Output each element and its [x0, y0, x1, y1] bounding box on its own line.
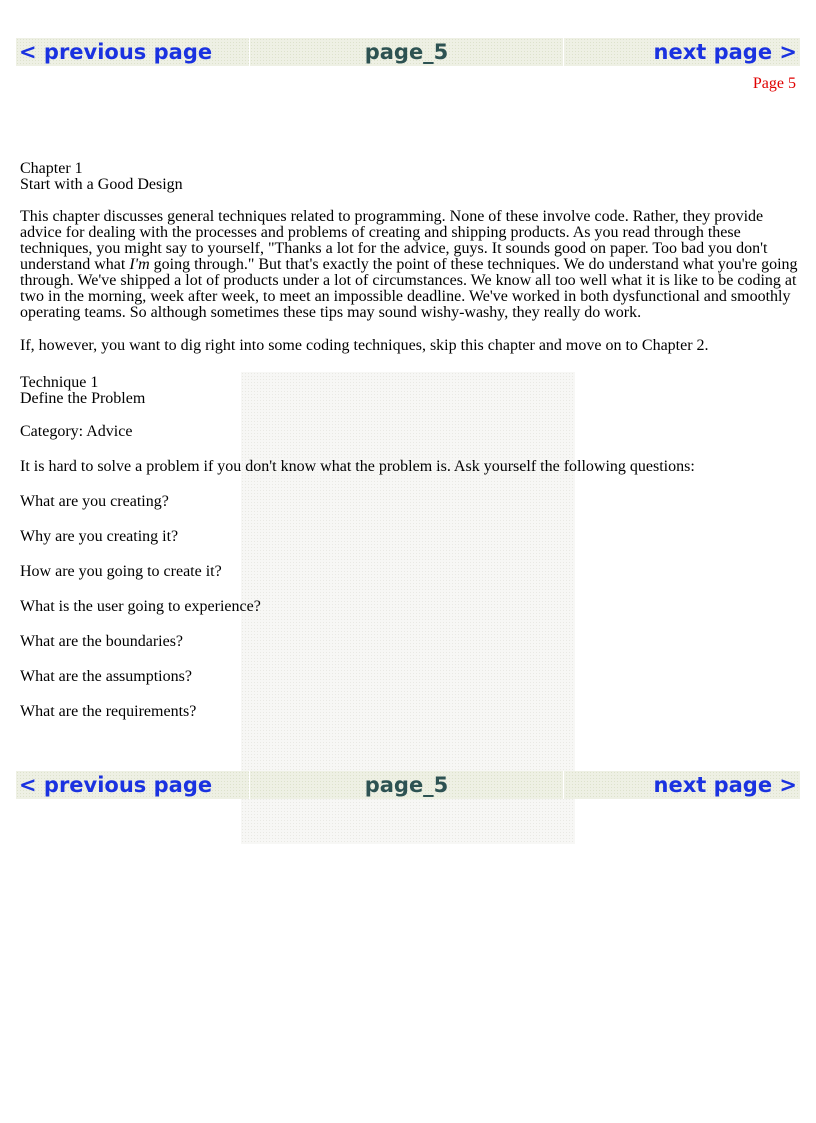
top-prev-cell: [16, 38, 250, 66]
bottom-page-id-cell: [250, 771, 564, 799]
next-page-link[interactable]: next page >: [653, 773, 797, 797]
chapter-title: Start with a Good Design: [20, 176, 183, 193]
skip-paragraph: If, however, you want to dig right into some coding techniques, skip this chapter and move on to Chapter 2.: [20, 337, 709, 354]
question-item: How are you going to create it?: [20, 563, 222, 580]
bottom-next-cell: [564, 771, 800, 799]
question-item: What are the requirements?: [20, 703, 197, 720]
question-item: What are you creating?: [20, 493, 169, 510]
intro-text-start: This chapter discusses general techniques related to programming. None of these involve code. Rather, they provide advice for dealing with the processes and problems of creating and shipping products. As you read through these techniques, you might say to yourself, "Thanks a lot for the advice, guys. It sounds good on paper. Too bad you don't understand what: [20, 208, 768, 273]
technique-number: Technique 1: [20, 374, 99, 391]
next-page-link[interactable]: next page >: [653, 40, 797, 64]
intro-paragraph: [20, 209, 802, 321]
top-page-id-cell: [250, 38, 564, 66]
chapter-heading: [20, 161, 802, 193]
question-item: What are the assumptions?: [20, 668, 192, 685]
technique-heading: [20, 375, 802, 407]
page-content: [20, 161, 802, 739]
technique-category: Category: Advice: [20, 423, 133, 440]
technique-title: Define the Problem: [20, 390, 146, 407]
top-next-cell: [564, 38, 800, 66]
technique-lead: It is hard to solve a problem if you don't know what the problem is. Ask yourself the following questions:: [20, 458, 695, 475]
top-navigation-bar: [16, 38, 800, 66]
page-id-label: page_5: [364, 773, 449, 797]
question-item: Why are you creating it?: [20, 528, 179, 545]
previous-page-link[interactable]: < previous page: [19, 40, 213, 64]
intro-text-end: going through." But that's exactly the point of these techniques. We do understand what you're going through. We've shipped a lot of products under a lot of circumstances. We know all too well what it is like to be coding at two in the morning, week after week, to meet an impossible deadline. We've worked in both dysfunctional and smoothly operating teams. So although sometimes these tips may sound wishy-washy, they really do work.: [20, 256, 798, 321]
chapter-number: Chapter 1: [20, 160, 83, 177]
previous-page-link[interactable]: < previous page: [19, 773, 213, 797]
page-id-label: page_5: [364, 40, 449, 64]
question-item: What is the user going to experience?: [20, 598, 261, 615]
bottom-navigation-bar: [16, 771, 800, 799]
intro-emphasis: I'm: [129, 256, 150, 273]
bottom-prev-cell: [16, 771, 250, 799]
question-item: What are the boundaries?: [20, 633, 184, 650]
page-number: Page 5: [752, 75, 796, 92]
